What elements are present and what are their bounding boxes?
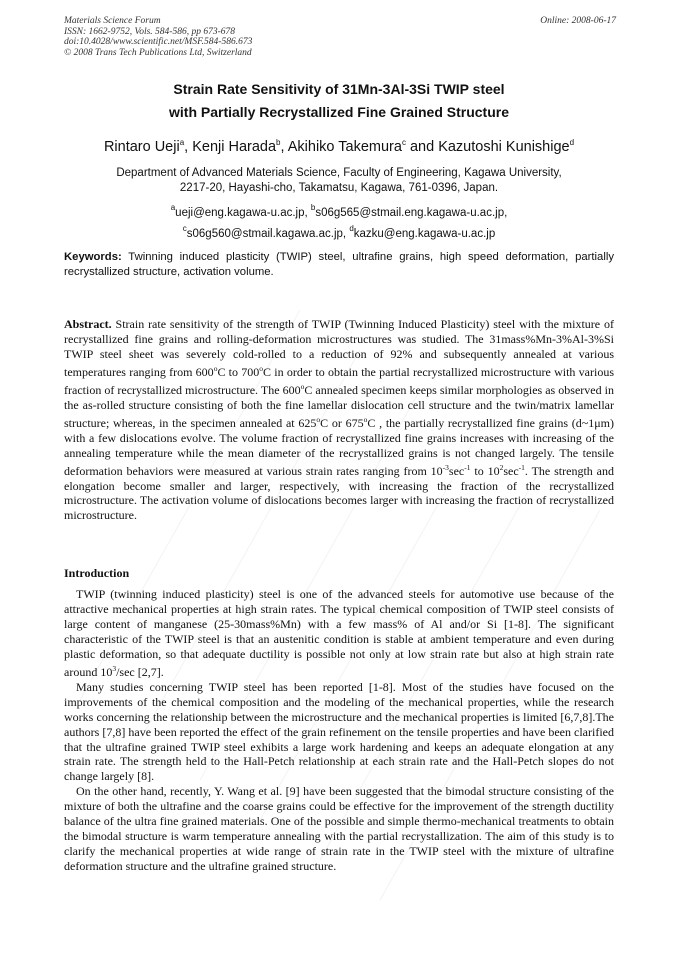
email-link[interactable]: ueji@eng.kagawa-u.ac.jp, bbox=[175, 207, 311, 219]
affiliation bbox=[60, 166, 618, 196]
exponent-sup: 2 bbox=[499, 462, 504, 472]
abstract-text: C or 675 bbox=[320, 415, 364, 430]
abstract-text: sec bbox=[503, 463, 519, 478]
paragraph-text: /sec [2,7]. bbox=[116, 664, 164, 679]
author-separator: and bbox=[405, 139, 439, 155]
author-list bbox=[60, 138, 618, 155]
paragraph-text: TWIP (twinning induced plasticity) steel is one of the advanced steels for automotive use because of the attractive mechanical properties at high strain rates. The typical chemical composition of TWIP steel consists of large content of manganese (25-30mass%Mn) with a few mass% of Al and/or Si [1-8]. The significant characteristic of the TWIP steel is that an austenitic condition is stable at ambient temperature and even during plastic deformation, so that adequate ductility is possible not only at low strain rate but also at high strain rate around 10 bbox=[64, 587, 614, 679]
email-link[interactable]: s06g565@stmail.eng.kagawa-u.ac.jp, bbox=[315, 207, 508, 219]
degree-sup: o bbox=[316, 414, 321, 424]
abstract-text: . The strength and elongation become smaller and larger, respectively, with increasing the fraction of the recrystallized microstructure. The activation volume of dislocations becomes larger with increasing the fraction of recrystallized microstructure. bbox=[64, 463, 614, 523]
email-sup: d bbox=[349, 224, 354, 233]
exponent-sup: 3 bbox=[112, 663, 117, 673]
author-name: Kazutoshi Kunishige bbox=[438, 139, 570, 155]
journal-name: Materials Science Forum bbox=[64, 16, 161, 26]
exponent-sup: -3 bbox=[442, 462, 449, 472]
affiliation-line-2: 2217-20, Hayashi-cho, Takamatsu, Kagawa, 761-0396, Japan. bbox=[179, 182, 499, 194]
intro-paragraph bbox=[64, 587, 614, 680]
degree-sup: o bbox=[259, 363, 264, 373]
email-list bbox=[60, 200, 618, 242]
author-sup: b bbox=[276, 138, 281, 147]
email-sup: a bbox=[170, 203, 176, 212]
author-sup: c bbox=[401, 138, 406, 147]
exponent-sup: -1 bbox=[464, 462, 471, 472]
abstract-text: C in order to obtain the partial recrystallized microstructure with various fraction of recrystallized microstructure. The 600 bbox=[64, 364, 614, 397]
intro-paragraph: Many studies concerning TWIP steel has been reported [1-8]. Most of the studies have focused on the improvements of the chemical composition and the modeling of the mechanical properties, while the research works concerning the relationship between the microstructure and the mechanical properties is limited [6,7,8].The authors [7,8] have been reported the effect of the grain refinement on the tensile properties and have been clarified that the ultrafine grained TWIP steel exhibits a large work hardening and keeps an adequate elongation at any strain rate. The strength held to the Hall-Petch relationship at each strain rate and the Hall-Petch slopes do not change largely [8]. bbox=[64, 679, 614, 784]
abstract-text: C , the partially recrystallized fine grains (d~1μm) with a few dislocations evolve. The volume fraction of recrystallized fine grains increases with increasing of the annealing temperature while the mean diameter of the recrystallized grains is not changed largely. The tensile deformation behaviors were measured at various strain rates ranging from 10 bbox=[64, 415, 614, 478]
email-sup: c bbox=[182, 224, 187, 233]
author-sup: d bbox=[569, 138, 575, 147]
intro-paragraph: On the other hand, recently, Y. Wang et al. [9] have been suggested that the bimodal structure consisting of the mixture of both the ultrafine and the coarse grains could be effective for the improvement of the strength ductility balance of the ultra fine grained materials. One of the possible and simple thermo-mechanical treatments to obtain the bimodal structure is warm temperature annealing with the partial recrystallization. The aim of this study is to clarify the mechanical properties at wide range of strain rate in the TWIP steel with the mixture of ultrafine deformation structure and the ultrafine grained structure. bbox=[64, 784, 614, 874]
exponent-sup: -1 bbox=[518, 462, 525, 472]
keywords-text: Twinning induced plasticity (TWIP) steel, ultrafine grains, high speed deformation, partially recrystallized structure, activation volume. bbox=[64, 251, 614, 278]
abstract-text: Strain rate sensitivity of the strength of TWIP (Twinning Induced Plasticity) steel with the mixture of recrystallized fine grains and rolling-deformation microstructures was studied. The 31mass%Mn-3%Al-3%Si TWIP steel sheet was severely cold-rolled to a reduction of 92% and subsequently annealed at various temperatures ranging from 600 bbox=[64, 317, 614, 379]
abstract-text: C to 700 bbox=[217, 364, 260, 379]
author-name: Kenji Harada bbox=[192, 139, 277, 155]
author-separator: , bbox=[184, 139, 193, 155]
email-sup: b bbox=[310, 203, 316, 212]
author-sup: a bbox=[179, 138, 185, 147]
author-separator: , bbox=[280, 139, 288, 155]
title-line-1: Strain Rate Sensitivity of 31Mn-3Al-3Si TWIP steel bbox=[173, 81, 505, 97]
doi[interactable]: doi:10.4028/www.scientific.net/MSF.584-586.673 bbox=[64, 37, 253, 48]
author-name: Rintaro Ueji bbox=[103, 139, 180, 155]
degree-sup: o bbox=[213, 363, 218, 373]
keywords-label: Keywords: bbox=[64, 251, 122, 263]
abstract-text: C annealed specimen keeps similar morphologies as observed in the as-rolled structure consisting of both the fine lamellar dislocation cell structure and the twin/matrix lamellar structure; whereas, in the specimen annealed at 625 bbox=[64, 382, 614, 430]
title-line-2: with Partially Recrystallized Fine Grained Structure bbox=[169, 104, 509, 120]
online-date: Online: 2008-06-17 bbox=[540, 16, 616, 26]
introduction-body bbox=[64, 587, 614, 874]
paper-title bbox=[60, 78, 618, 124]
abstract-text: sec bbox=[448, 463, 465, 478]
copyright: © 2008 Trans Tech Publications Ltd, Switzerland bbox=[64, 47, 252, 58]
abstract bbox=[64, 317, 614, 523]
affiliation-line-1: Department of Advanced Materials Science, Faculty of Engineering, Kagawa University, bbox=[116, 167, 562, 179]
journal-header bbox=[64, 16, 252, 58]
degree-sup: o bbox=[300, 381, 305, 391]
author-name: Akihiko Takemura bbox=[287, 139, 402, 155]
keywords bbox=[64, 250, 614, 279]
abstract-text: to 10 bbox=[470, 463, 500, 478]
degree-sup: o bbox=[363, 414, 368, 424]
section-heading-introduction: Introduction bbox=[64, 566, 130, 580]
email-link[interactable]: s06g560@stmail.kagawa.ac.jp, bbox=[186, 228, 350, 240]
issn: ISSN: 1662-9752, Vols. 584-586, pp 673-678 bbox=[64, 26, 235, 37]
abstract-label: Abstract. bbox=[64, 317, 112, 331]
email-link[interactable]: kazku@eng.kagawa-u.ac.jp bbox=[353, 228, 496, 240]
